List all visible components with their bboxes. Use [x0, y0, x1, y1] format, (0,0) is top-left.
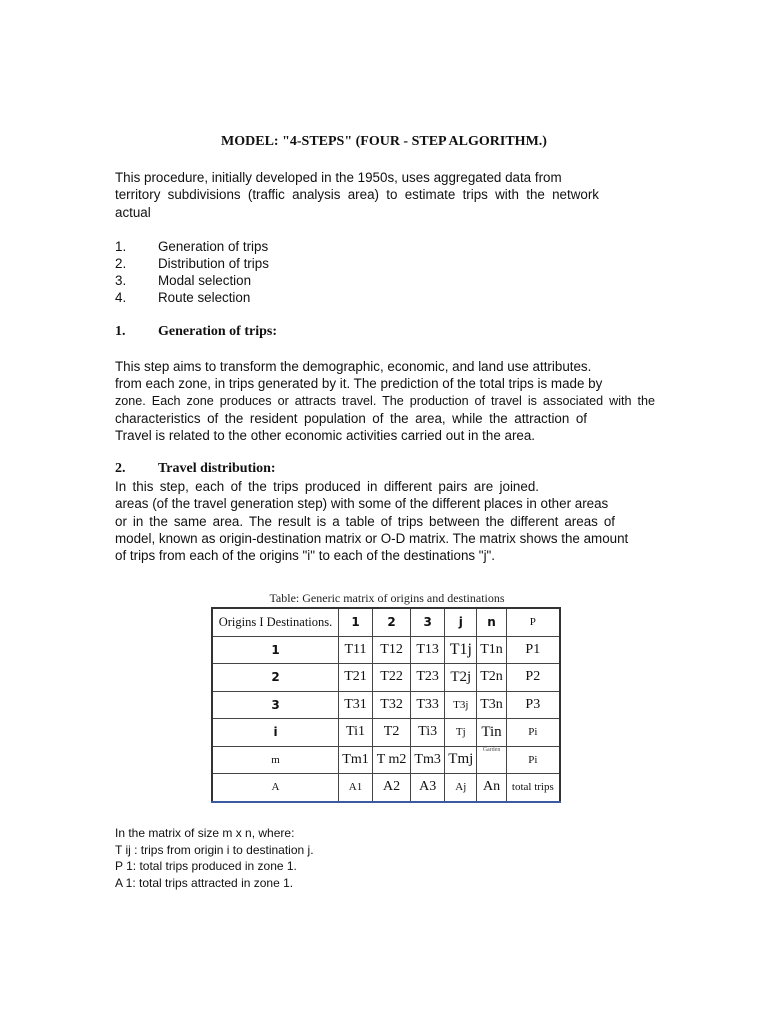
table-row — [212, 774, 560, 802]
column-header: n — [477, 608, 506, 636]
section-number: 2. — [115, 461, 126, 476]
paragraph-line: of trips from each of the origins "i" to each of the destinations "j". — [115, 548, 496, 564]
table-cell: P1 — [506, 636, 560, 664]
table-cell: T1j — [445, 636, 477, 664]
section-2-paragraph — [115, 478, 643, 564]
row-header: 3 — [212, 691, 339, 719]
table-cell: T33 — [411, 691, 445, 719]
table-cell: P3 — [506, 691, 560, 719]
od-matrix-figure — [211, 590, 563, 803]
row-header: i — [212, 719, 339, 747]
row-header: A — [212, 774, 339, 802]
table-cell: A3 — [411, 774, 445, 802]
table-cell: T32 — [373, 691, 411, 719]
column-header: j — [445, 608, 477, 636]
list-item-label: Route selection — [158, 290, 251, 305]
column-header: 1 — [339, 608, 373, 636]
note-line: A 1: total trips attracted in zone 1. — [115, 875, 294, 890]
document-title: MODEL: "4-STEPS" (FOUR - STEP ALGORITHM.) — [221, 134, 547, 149]
column-header: P — [506, 608, 560, 636]
section-number: 1. — [115, 324, 126, 339]
paragraph-line: or in the same area. The result is a table of trips between the different areas of — [115, 513, 615, 529]
row-header: 2 — [212, 664, 339, 692]
table-cell: A2 — [373, 774, 411, 802]
table-cell: Pi — [506, 746, 560, 774]
table-cell: T13 — [411, 636, 445, 664]
column-header: 2 — [373, 608, 411, 636]
table-row — [212, 664, 560, 692]
table-cell: T31 — [339, 691, 373, 719]
table-cell: T1n — [477, 636, 506, 664]
table-cell: Aj — [445, 774, 477, 802]
table-cell: T2 — [373, 719, 411, 747]
table-cell: Tm3 — [411, 746, 445, 774]
paragraph-line: from each zone, in trips generated by it. The prediction of the total trips is made by — [115, 376, 603, 392]
section-title: Generation of trips: — [158, 324, 277, 339]
section-1-paragraph — [115, 358, 655, 444]
table-row — [212, 719, 560, 747]
row-header: m — [212, 746, 339, 774]
table-cell: T23 — [411, 664, 445, 692]
paragraph-line: characteristics of the resident population of the area, while the attraction of — [115, 410, 587, 426]
list-item-number: 4. — [115, 290, 127, 305]
matrix-notes — [115, 825, 314, 891]
paragraph-line: In this step, each of the trips produced in different pairs are joined. — [115, 479, 539, 494]
table-cell: Ti3 — [411, 719, 445, 747]
table-cell: Tmj — [445, 746, 477, 774]
paragraph-line: areas (of the travel generation step) with some of the different places in other areas — [115, 496, 609, 512]
od-matrix-table — [211, 607, 561, 803]
table-caption: Table: Generic matrix of origins and destinations — [269, 591, 505, 605]
table-cell: An — [477, 774, 506, 802]
table-cell: Ti1 — [339, 719, 373, 747]
column-header: 3 — [411, 608, 445, 636]
list-item-number: 3. — [115, 273, 127, 288]
list-item-label: Modal selection — [158, 273, 252, 288]
list-item-number: 1. — [115, 239, 127, 254]
list-item — [115, 238, 269, 255]
table-cell: T3j — [445, 691, 477, 719]
list-item-label: Distribution of trips — [158, 256, 269, 271]
list-item — [115, 255, 269, 272]
table-row — [212, 746, 560, 774]
intro-paragraph — [115, 169, 599, 221]
table-cell: T m2 — [373, 746, 411, 774]
table-cell: Pi — [506, 719, 560, 747]
table-cell: T22 — [373, 664, 411, 692]
table-cell: T3n — [477, 691, 506, 719]
table-cell: T2j — [445, 664, 477, 692]
list-item-label: Generation of trips — [158, 239, 269, 254]
table-cell: Tj — [445, 719, 477, 747]
row-header: 1 — [212, 636, 339, 664]
paragraph-line: model, known as origin-destination matrix or O-D matrix. The matrix shows the amount — [115, 530, 629, 546]
table-row — [212, 691, 560, 719]
table-header-row — [212, 608, 560, 636]
steps-list — [115, 238, 269, 306]
table-cell: P2 — [506, 664, 560, 692]
table-cell: Tm1 — [339, 746, 373, 774]
table-corner-cell: Origins I Destinations. — [212, 608, 339, 636]
table-cell: Tin — [477, 719, 506, 747]
paragraph-line: Travel is related to the other economic activities carried out in the area. — [115, 428, 536, 444]
intro-line: territory subdivisions (traffic analysis area) to estimate trips with the network — [115, 187, 599, 203]
paragraph-line: zone. Each zone produces or attracts travel. The production of travel is associated with the — [115, 393, 655, 408]
note-line: In the matrix of size m x n, where: — [115, 826, 295, 840]
list-item — [115, 272, 269, 289]
paragraph-line: This step aims to transform the demographic, economic, and land use attributes. — [115, 359, 592, 374]
note-line: P 1: total trips produced in zone 1. — [115, 859, 297, 873]
table-cell: total trips — [506, 774, 560, 802]
table-cell: T12 — [373, 636, 411, 664]
list-item-number: 2. — [115, 256, 127, 271]
table-cell: T2n — [477, 664, 506, 692]
section-1-heading — [115, 324, 277, 340]
table-cell: T11 — [339, 636, 373, 664]
note-line: T ij : trips from origin i to destination j. — [115, 842, 314, 857]
intro-line: actual — [115, 204, 151, 220]
table-cell: Garden — [477, 746, 506, 774]
intro-line: This procedure, initially developed in the 1950s, uses aggregated data from — [115, 170, 562, 185]
table-cell: T21 — [339, 664, 373, 692]
table-row — [212, 636, 560, 664]
section-title: Travel distribution: — [158, 461, 276, 476]
table-cell: A1 — [339, 774, 373, 802]
list-item — [115, 289, 269, 306]
section-2-heading — [115, 461, 276, 477]
